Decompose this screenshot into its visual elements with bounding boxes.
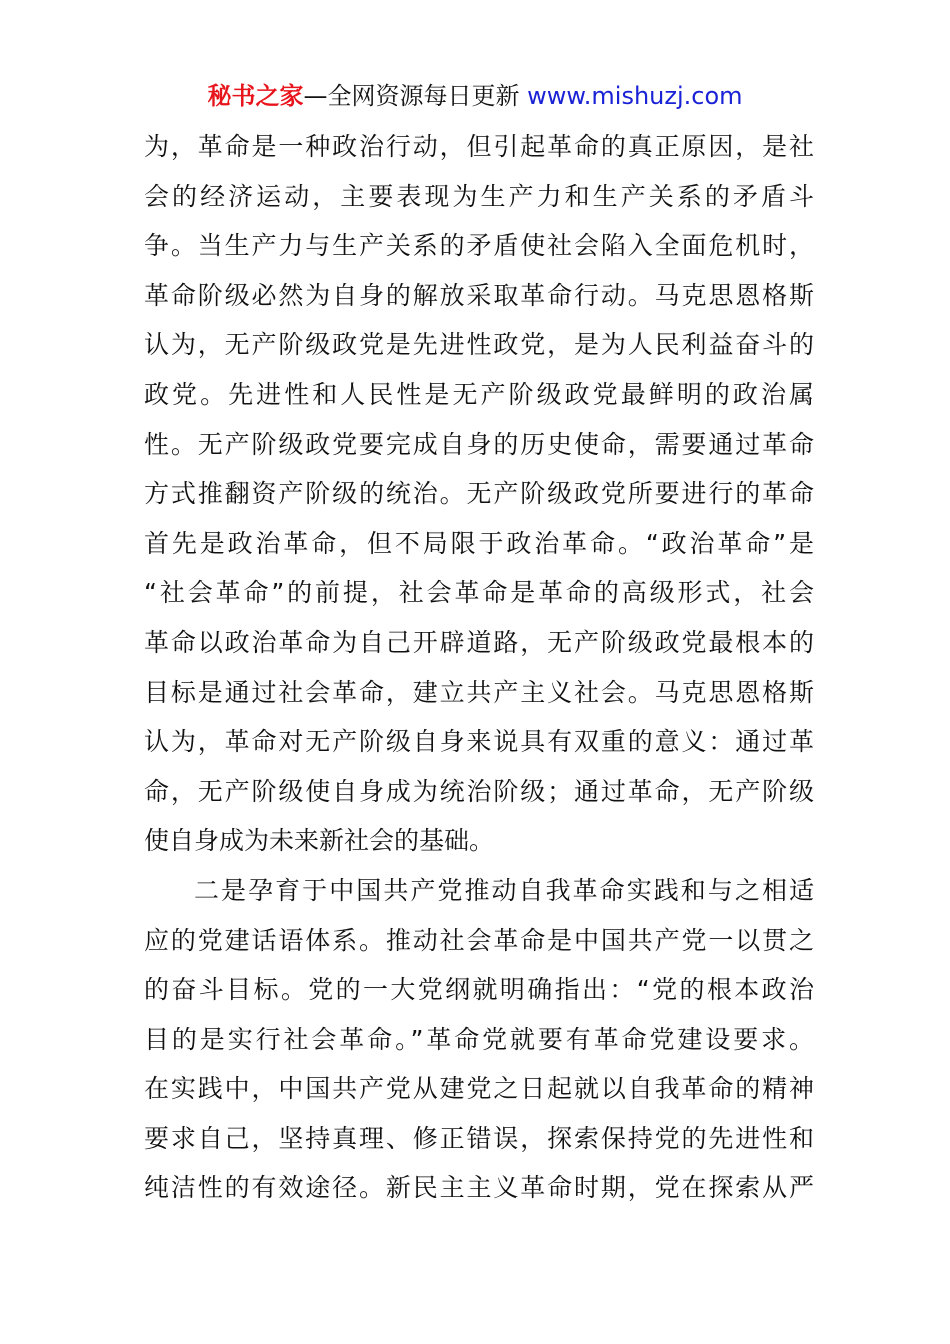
text-line: 革命以政治革命为自己开辟道路，无产阶级政党最根本的 xyxy=(144,627,814,657)
text-line: 革命阶级必然为自身的解放采取革命行动。马克思恩格斯 xyxy=(144,280,814,310)
paragraph-start-line: 二是孕育于中国共产党推动自我革命实践和与之相适 xyxy=(194,875,814,905)
text-line: 的奋斗目标。党的一大党纲就明确指出：“党的根本政治 xyxy=(144,975,814,1005)
text-line: 目的是实行社会革命。”革命党就要有革命党建设要求。 xyxy=(144,1024,814,1054)
brand-name: 秘书之家 xyxy=(207,82,304,110)
paragraph-end-line: 使自身成为未来新社会的基础。 xyxy=(144,826,495,856)
text-line: 争。当生产力与生产关系的矛盾使社会陷入全面危机时， xyxy=(144,231,814,261)
text-line: 纯洁性的有效途径。新民主主义革命时期，党在探索从严 xyxy=(144,1173,814,1203)
text-line: 认为，无产阶级政党是先进性政党，是为人民利益奋斗的 xyxy=(144,330,814,360)
text-line: 命，无产阶级使自身成为统治阶级；通过革命，无产阶级 xyxy=(144,776,814,806)
header-tagline: —全网资源每日更新 xyxy=(303,82,528,110)
page-header xyxy=(0,80,950,112)
text-line: 会的经济运动，主要表现为生产力和生产关系的矛盾斗 xyxy=(144,181,814,211)
website-link[interactable]: www.mishuzj.com xyxy=(527,82,743,110)
text-line: 目标是通过社会革命，建立共产主义社会。马克思恩格斯 xyxy=(144,677,814,707)
text-line: 性。无产阶级政党要完成自身的历史使命，需要通过革命 xyxy=(144,429,814,459)
text-line: 要求自己，坚持真理、修正错误，探索保持党的先进性和 xyxy=(144,1123,814,1153)
text-line: 方式推翻资产阶级的统治。无产阶级政党所要进行的革命 xyxy=(144,479,814,509)
text-line: 为，革命是一种政治行动，但引起革命的真正原因，是社 xyxy=(144,132,814,161)
text-line: 应的党建话语体系。推动社会革命是中国共产党一以贯之 xyxy=(144,925,814,955)
text-line: 认为，革命对无产阶级自身来说具有双重的意义：通过革 xyxy=(144,727,814,757)
text-line: 首先是政治革命，但不局限于政治革命。“政治革命”是 xyxy=(144,528,814,558)
text-line: “社会革命”的前提，社会革命是革命的高级形式，社会 xyxy=(144,578,814,608)
text-line: 政党。先进性和人民性是无产阶级政党最鲜明的政治属 xyxy=(144,379,814,409)
document-body xyxy=(144,122,814,1213)
text-line: 在实践中，中国共产党从建党之日起就以自我革命的精神 xyxy=(144,1074,814,1104)
